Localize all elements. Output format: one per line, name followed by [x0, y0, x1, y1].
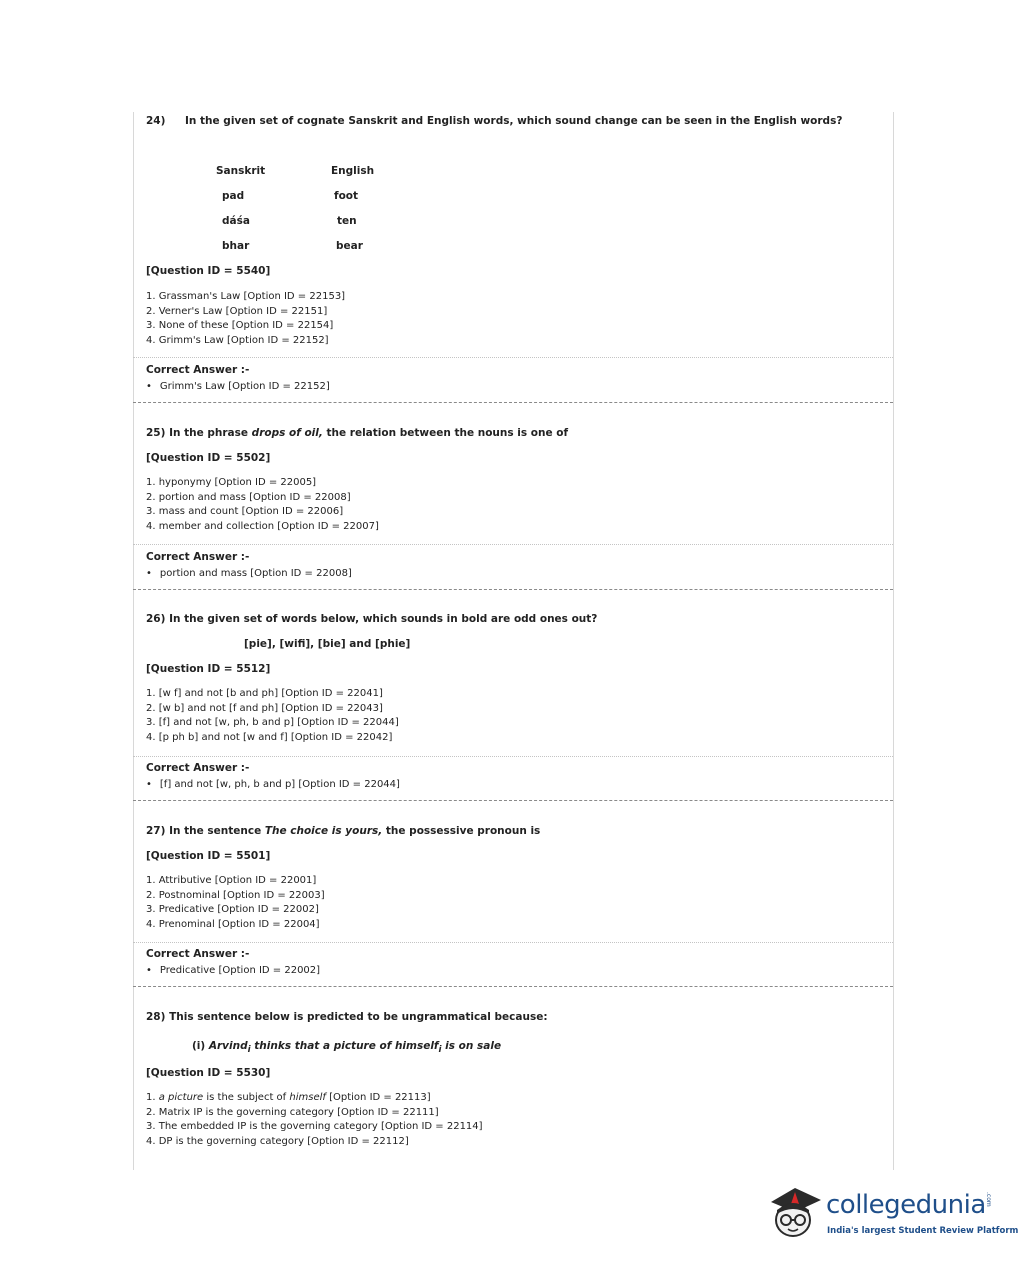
subscript: i: [247, 1045, 251, 1056]
q28-question-id: [Question ID = 5530]: [146, 1067, 271, 1079]
q26-text-body: In the given set of words below, which sounds in bold are odd ones out?: [169, 613, 598, 625]
q27-correct-label: Correct Answer :-: [146, 948, 250, 960]
q27-options: [146, 874, 325, 932]
q25-options: [146, 476, 379, 534]
q24-options: [146, 290, 345, 348]
mascot-icon: [765, 1178, 825, 1248]
q26-words: [pie], [wifi], [bie] and [phie]: [244, 638, 411, 650]
table-cell: dáśa: [222, 215, 250, 227]
q25-correct-label: Correct Answer :-: [146, 551, 250, 563]
logo-tagline: India's largest Student Review Platform: [827, 1226, 1019, 1236]
q28-text: [146, 1011, 548, 1023]
divider: [133, 357, 893, 358]
q24-correct-answer: • Grimm's Law [Option ID = 22152]: [146, 380, 330, 395]
collegedunia-logo: [765, 1178, 1019, 1248]
table-cell: bear: [336, 240, 363, 252]
q26-correct-label: Correct Answer :-: [146, 762, 250, 774]
q25-text: [146, 427, 568, 439]
q27-question-id: [Question ID = 5501]: [146, 850, 271, 862]
q24-number: 24): [146, 115, 166, 127]
option-item: 2. Verner's Law [Option ID = 22151]: [146, 305, 328, 317]
table-cell: foot: [334, 190, 359, 202]
example-part: is on sale: [445, 1040, 502, 1052]
q25-text-pre: In the phrase: [169, 427, 249, 439]
option-item: [146, 1091, 483, 1106]
example-part: Arvind: [208, 1040, 248, 1052]
subscript: i: [438, 1045, 442, 1056]
divider: [133, 942, 893, 943]
q28-text-body: This sentence below is predicted to be ungrammatical because:: [169, 1011, 548, 1023]
q25-phrase: drops of oil,: [251, 427, 323, 439]
table-header-sanskrit: Sanskrit: [216, 165, 266, 177]
option-item: 3. None of these [Option ID = 22154]: [146, 320, 334, 332]
option-item: 4. [p ph b] and not [w and f] [Option ID = 22042]: [146, 731, 393, 743]
option-item: 4. DP is the governing category [Option ID = 22112]: [146, 1135, 409, 1147]
q25-question-id: [Question ID = 5502]: [146, 452, 271, 464]
option-num: 1.: [146, 1092, 156, 1103]
q28-options: [146, 1091, 483, 1149]
logo-wordmark: collegedunia: [826, 1190, 986, 1220]
q24-text: In the given set of cognate Sanskrit and English words, which sound change can be seen in the English words?: [185, 115, 843, 127]
q25-correct-answer: • portion and mass [Option ID = 22008]: [146, 567, 352, 582]
example-label: (i): [192, 1040, 206, 1052]
question-separator: [133, 402, 893, 403]
q26-options: [146, 687, 399, 745]
table-cell: ten: [337, 215, 357, 227]
option-item: 1. [w f] and not [b and ph] [Option ID = 22041]: [146, 688, 383, 699]
q24-correct-label: Correct Answer :-: [146, 364, 250, 376]
option-text: [Option ID = 22113]: [329, 1092, 431, 1103]
q27-sentence: The choice is yours,: [264, 825, 383, 837]
option-item: 3. Predicative [Option ID = 22002]: [146, 904, 319, 916]
q26-text: [146, 613, 597, 625]
q27-text-pre: In the sentence: [169, 825, 262, 837]
option-item: 1. Grassman's Law [Option ID = 22153]: [146, 291, 346, 302]
option-em: himself: [289, 1092, 326, 1103]
q28-number: 28): [146, 1011, 166, 1023]
q27-text-post: the possessive pronoun is: [385, 825, 541, 837]
logo-dotcom: .com: [985, 1192, 992, 1207]
option-item: 3. The embedded IP is the governing category [Option ID = 22114]: [146, 1121, 483, 1133]
option-item: 2. Matrix IP is the governing category [Option ID = 22111]: [146, 1106, 439, 1118]
q25-number: 25): [146, 427, 166, 439]
option-item: 2. Postnominal [Option ID = 22003]: [146, 889, 325, 901]
example-part: thinks that a picture of himself: [254, 1040, 439, 1052]
divider: [133, 756, 893, 757]
q27-text: [146, 825, 540, 837]
option-item: 3. mass and count [Option ID = 22006]: [146, 506, 344, 518]
option-item: 2. [w b] and not [f and ph] [Option ID = 22043]: [146, 702, 383, 714]
table-cell: pad: [222, 190, 245, 202]
divider: [133, 544, 893, 545]
question-separator: [133, 986, 893, 987]
option-item: 4. member and collection [Option ID = 22007]: [146, 520, 379, 532]
option-text: is the subject of: [206, 1092, 287, 1103]
q26-number: 26): [146, 613, 166, 625]
q24-question-id: [Question ID = 5540]: [146, 265, 271, 277]
q26-correct-answer: • [f] and not [w, ph, b and p] [Option ID = 22044]: [146, 778, 400, 793]
table-header-english: English: [331, 165, 375, 177]
option-item: 1. hyponymy [Option ID = 22005]: [146, 477, 317, 488]
q27-number: 27): [146, 825, 166, 837]
question-separator: [133, 589, 893, 590]
q26-question-id: [Question ID = 5512]: [146, 663, 271, 675]
option-item: 4. Prenominal [Option ID = 22004]: [146, 918, 320, 930]
option-em: a picture: [158, 1092, 204, 1103]
question-separator: [133, 800, 893, 801]
q25-text-post: the relation between the nouns is one of: [326, 427, 569, 439]
option-item: 1. Attributive [Option ID = 22001]: [146, 875, 317, 886]
option-item: 2. portion and mass [Option ID = 22008]: [146, 491, 351, 503]
option-item: 4. Grimm's Law [Option ID = 22152]: [146, 334, 329, 346]
table-cell: bhar: [222, 240, 250, 252]
option-item: 3. [f] and not [w, ph, b and p] [Option ID = 22044]: [146, 717, 399, 729]
q27-correct-answer: • Predicative [Option ID = 22002]: [146, 964, 320, 979]
q28-example: [192, 1040, 501, 1055]
